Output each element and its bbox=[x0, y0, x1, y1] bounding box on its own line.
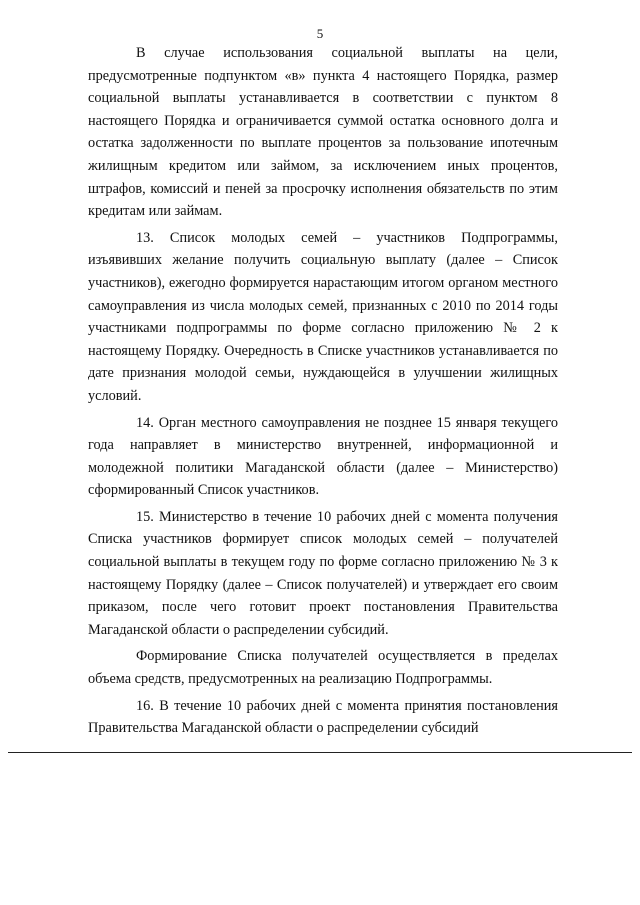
paragraph-recipients-list-formation: Формирование Списка получателей осуществляется в пределах объема средств, предусмотренных на реализацию Подпрограммы. bbox=[88, 648, 558, 688]
paragraph-15-ministry: 15. Министерство в течение 10 рабочих дней с момента получения Списка участников формирует список молодых семей – получателей социальной выплаты в текущем году по форме согласно приложению № 3 к настоящему Порядку (далее – Список получателей) и утверждает его своим приказом, после чего готовит проект постановления Правительства Магаданской области о распределении субсидий. bbox=[88, 508, 558, 638]
document-body bbox=[88, 42, 558, 740]
page-number: 5 bbox=[316, 26, 324, 41]
paragraph-13-participants-list: 13. Список молодых семей – участников Подпрограммы, изъявивших желание получить социальную выплату (далее – Список участников), ежегодно формируется нарастающим итогом органом местного самоуправления из числа молодых семей, признанных с 2010 по 2014 годы участниками подпрограммы по форме согласно приложению № 2 к настоящему Порядку. Очередность в Списке участников устанавливается по дате признания молодой семьи, нуждающейся в улучшении жилищных условий. bbox=[88, 229, 558, 404]
paragraph-14-local-authority: 14. Орган местного самоуправления не позднее 15 января текущего года направляет в министерство внутренней, информационной и молодежной политики Магаданской области (далее – Министерство) сформированный Список участников. bbox=[88, 414, 558, 499]
paragraph-social-payment-size: В случае использования социальной выплаты на цели, предусмотренные подпунктом «в» пункта 4 настоящего Порядка, размер социальной выплаты устанавливается в соответствии с пунктом 8 настоящего Порядка и ограничивается суммой остатка основного долга и остатка задолженности по выплате процентов за пользование ипотечным жилищным кредитом или займом, за исключением иных процентов, штрафов, комиссий и пеней за просрочку исполнения обязательств по этим кредитам или займам. bbox=[88, 45, 558, 220]
paragraph-16-continued: 16. В течение 10 рабочих дней с момента принятия постановления Правительства Магаданской области о распределении субсидий bbox=[88, 697, 558, 737]
page-bottom-rule bbox=[8, 752, 632, 753]
